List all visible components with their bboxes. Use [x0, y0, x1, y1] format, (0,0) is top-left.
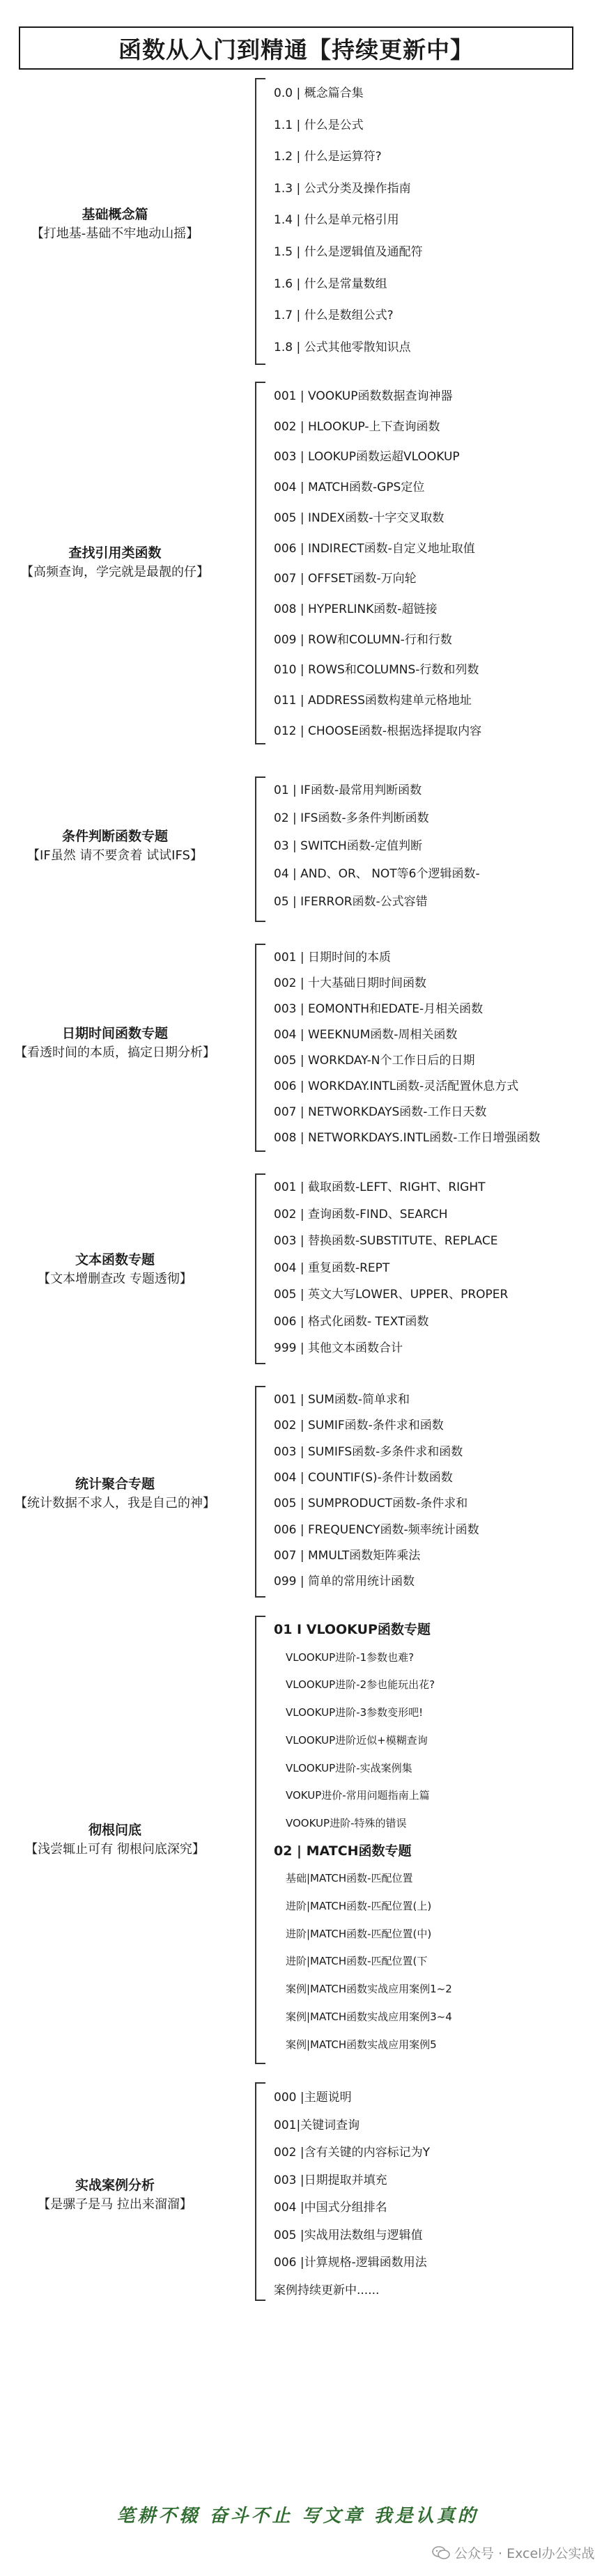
section-name: 基础概念篇 — [82, 207, 148, 222]
article-link[interactable]: 000 |主题说明 — [274, 2091, 352, 2105]
article-link[interactable]: 004 |中国式分组排名 — [274, 2201, 387, 2215]
article-link[interactable]: 007 | OFFSET函数-万向轮 — [274, 572, 417, 586]
footer-watermark — [432, 2543, 594, 2562]
article-link[interactable]: 进阶|MATCH函数-匹配位置(中) — [286, 1927, 432, 1940]
section-name: 实战案例分析 — [75, 2178, 155, 2193]
section-bracket — [255, 1616, 265, 2064]
section-label — [0, 1024, 230, 1063]
section-label — [0, 2176, 230, 2215]
page-title-box — [19, 26, 573, 70]
article-link[interactable]: 004 | 重复函数-REPT — [274, 1260, 390, 1275]
article-link[interactable]: 004 | WEEKNUM函数-周相关函数 — [274, 1028, 458, 1042]
section-bracket — [255, 78, 265, 365]
article-link[interactable]: 002 |含有关键的内容标记为Y — [274, 2146, 430, 2160]
article-link[interactable]: VOOKUP进阶-特殊的错误 — [286, 1816, 407, 1829]
watermark-text: 公众号 · Excel办公实战 — [454, 2546, 595, 2561]
article-link[interactable]: VLOOKUP进阶-实战案例集 — [286, 1761, 412, 1774]
article-link[interactable]: 006 | FREQUENCY函数-频率统计函数 — [274, 1522, 479, 1537]
article-link[interactable]: VLOOKUP进阶-3参数变形吧! — [286, 1706, 424, 1719]
article-link[interactable]: 005 | 英文大写LOWER、UPPER、PROPER — [274, 1288, 509, 1302]
section-label — [0, 543, 230, 582]
article-link[interactable]: 02 | IFS函数-多条件判断函数 — [274, 811, 429, 825]
article-link[interactable]: 进阶|MATCH函数-匹配位置(下 — [286, 1955, 428, 1968]
section-bracket — [255, 944, 265, 1152]
section-name: 彻根问底 — [88, 1822, 141, 1838]
article-link[interactable]: 006 | INDIRECT函数-自定义地址取值 — [274, 541, 475, 556]
section-name: 日期时间函数专题 — [61, 1026, 168, 1041]
article-link[interactable]: 0.0 | 概念篇合集 — [274, 86, 364, 100]
article-link[interactable]: 999 | 其他文本函数合计 — [274, 1341, 403, 1355]
section-bracket — [255, 776, 265, 922]
section-name: 条件判断函数专题 — [61, 829, 168, 844]
article-link[interactable]: 004 | COUNTIF(S)-条件计数函数 — [274, 1470, 453, 1485]
article-link[interactable]: 003 |日期提取并填充 — [274, 2173, 387, 2187]
article-link[interactable]: 001|关键词查询 — [274, 2118, 360, 2132]
article-link[interactable]: 011 | ADDRESS函数构建单元格地址 — [274, 694, 472, 708]
article-link[interactable]: 04 | AND、OR、 NOT等6个逻辑函数- — [274, 867, 480, 881]
article-link[interactable]: 001 | 日期时间的本质 — [274, 951, 391, 965]
article-link[interactable]: 004 | MATCH函数-GPS定位 — [274, 481, 425, 495]
article-link[interactable]: 案例|MATCH函数实战应用案例5 — [286, 2038, 437, 2051]
section-description: 【打地基-基础不牢地动山摇】 — [31, 226, 199, 241]
article-link[interactable]: 099 | 简单的常用统计函数 — [274, 1575, 415, 1589]
article-link[interactable]: 006 | 格式化函数- TEXT函数 — [274, 1314, 429, 1329]
article-link[interactable]: 005 |实战用法数组与逻辑值 — [274, 2228, 423, 2242]
section-name: 统计聚合专题 — [75, 1476, 155, 1492]
article-link[interactable]: 008 | HYPERLINK函数-超链接 — [274, 602, 438, 616]
article-link[interactable]: 012 | CHOOSE函数-根据选择提取内容 — [274, 724, 482, 738]
section-bracket — [255, 382, 265, 744]
section-description: 【文本增删查改 专题透彻】 — [38, 1272, 192, 1286]
section-bracket — [255, 2082, 265, 2301]
section-label — [0, 205, 230, 244]
article-link[interactable]: 案例|MATCH函数实战应用案例3~4 — [286, 2010, 452, 2023]
article-link[interactable]: 001 | SUM函数-简单求和 — [274, 1393, 410, 1407]
article-link[interactable]: 1.2 | 什么是运算符? — [274, 150, 382, 164]
article-link[interactable]: 1.4 | 什么是单元格引用 — [274, 213, 399, 228]
article-link[interactable]: 002 | SUMIF函数-条件求和函数 — [274, 1419, 444, 1433]
article-link[interactable]: 1.5 | 什么是逻辑值及通配符 — [274, 245, 423, 259]
section-label — [0, 827, 230, 866]
article-link[interactable]: VLOOKUP进阶-1参数也难? — [286, 1650, 415, 1664]
article-link[interactable]: 006 |计算规格-逻辑函数用法 — [274, 2256, 427, 2270]
article-link[interactable]: 案例持续更新中...... — [274, 2283, 380, 2297]
article-link[interactable]: 003 | EOMONTH和EDATE-月相关函数 — [274, 1002, 484, 1016]
footer-slogan: 笔耕不辍 奋斗不止 写文章 我是认真的 — [116, 2506, 479, 2527]
article-link[interactable]: 008 | NETWORKDAYS.INTL函数-工作日增强函数 — [274, 1131, 541, 1145]
article-link[interactable]: 案例|MATCH函数实战应用案例1~2 — [286, 1983, 452, 1996]
section-description: 【高频查询，学完就是最靓的仔】 — [21, 565, 209, 579]
section-description: 【统计数据不求人，我是自己的神】 — [15, 1496, 215, 1511]
article-link[interactable]: 1.8 | 公式其他零散知识点 — [274, 340, 411, 354]
page-title: 函数从入门到精通【持续更新中】 — [118, 36, 474, 63]
section-description: 【浅尝辄止可有 彻根问底深究】 — [25, 1842, 205, 1857]
article-link[interactable]: 002 | 十大基础日期时间函数 — [274, 976, 426, 990]
article-link[interactable]: 002 | HLOOKUP-上下查询函数 — [274, 419, 440, 434]
article-link[interactable]: 002 | 查询函数-FIND、SEARCH — [274, 1207, 448, 1221]
article-link[interactable]: 007 | MMULT函数矩阵乘法 — [274, 1548, 421, 1563]
article-link[interactable]: VOKUP进价-常用问题指南上篇 — [286, 1789, 430, 1802]
article-link[interactable]: 005 | SUMPRODUCT函数-条件求和 — [274, 1497, 468, 1511]
article-link[interactable]: 005 | WORKDAY-N个工作日后的日期 — [274, 1054, 475, 1068]
article-link[interactable]: VLOOKUP进阶-2参也能玩出花? — [286, 1678, 435, 1692]
article-link[interactable]: 1.7 | 什么是数组公式? — [274, 309, 394, 323]
article-link[interactable]: 05 | IFERROR函数-公式容错 — [274, 895, 428, 909]
article-link[interactable]: 1.3 | 公式分类及操作指南 — [274, 181, 411, 196]
section-description: 【IF虽然 请不要贪着 试试IFS】 — [27, 848, 203, 863]
section-name: 文本函数专题 — [75, 1252, 155, 1267]
article-link[interactable]: 1.1 | 什么是公式 — [274, 118, 364, 132]
article-link[interactable]: 02 | MATCH函数专题 — [274, 1843, 412, 1859]
article-link[interactable]: 进阶|MATCH函数-匹配位置(上) — [286, 1900, 432, 1912]
article-link[interactable]: VLOOKUP进阶近似+模糊查询 — [286, 1733, 428, 1747]
section-name: 查找引用类函数 — [68, 545, 162, 561]
article-link[interactable]: 003 | LOOKUP函数运超VLOOKUP — [274, 450, 460, 465]
article-link[interactable]: 010 | ROWS和COLUMNS-行数和列数 — [274, 663, 479, 678]
article-link[interactable]: 03 | SWITCH函数-定值判断 — [274, 839, 422, 853]
section-label — [0, 1250, 230, 1289]
article-link[interactable]: 001 | VOOKUP函数数据查询神器 — [274, 389, 453, 403]
article-link[interactable]: 003 | SUMIFS函数-多条件求和函数 — [274, 1444, 463, 1459]
article-link[interactable]: 003 | 替换函数-SUBSTITUTE、REPLACE — [274, 1234, 498, 1248]
article-link[interactable]: 005 | INDEX函数-十字交叉取数 — [274, 510, 445, 525]
article-link[interactable]: 01 | IF函数-最常用判断函数 — [274, 783, 422, 797]
section-label — [0, 1474, 230, 1513]
wechat-icon — [432, 2546, 450, 2560]
article-link[interactable]: 1.6 | 什么是常量数组 — [274, 276, 387, 291]
section-bracket — [255, 1173, 265, 1364]
article-link[interactable]: 007 | NETWORKDAYS函数-工作日天数 — [274, 1105, 487, 1119]
section-description: 【是骡子是马 拉出来溜溜】 — [38, 2197, 192, 2212]
article-link[interactable]: 001 | 截取函数-LEFT、RIGHT、RIGHT — [274, 1180, 486, 1194]
section-label — [0, 1820, 230, 1859]
section-bracket — [255, 1386, 265, 1598]
article-link[interactable]: 01 I VLOOKUP函数专题 — [274, 1622, 431, 1637]
article-link[interactable]: 009 | ROW和COLUMN-行和行数 — [274, 632, 452, 647]
article-link[interactable]: 基础|MATCH函数-匹配位置 — [286, 1872, 413, 1885]
section-description: 【看透时间的本质，搞定日期分析】 — [15, 1045, 215, 1060]
article-link[interactable]: 006 | WORKDAY.INTL函数-灵活配置休息方式 — [274, 1079, 519, 1093]
